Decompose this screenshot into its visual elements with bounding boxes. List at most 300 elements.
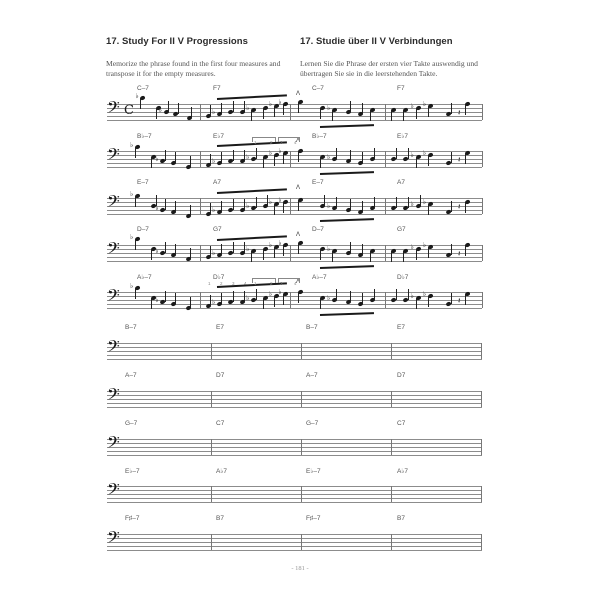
chord-symbol: G–7: [125, 420, 138, 427]
flat-icon: ♭: [135, 92, 139, 100]
note-stem: [210, 246, 211, 257]
flat-icon: ♭: [422, 198, 427, 206]
note-stem: [263, 108, 264, 119]
chord-symbol: B♭–7: [312, 133, 327, 140]
note-stem: [267, 195, 268, 206]
note-stem: [336, 148, 337, 159]
fingering-number: 3: [232, 281, 235, 286]
note-stem: [151, 249, 152, 260]
staff-line: [107, 261, 482, 262]
note-stem: [374, 289, 375, 300]
bass-clef-icon: 𝄢: [107, 285, 120, 309]
chord-symbol: B7: [216, 515, 224, 522]
note-beam: [217, 282, 287, 288]
barline: [481, 486, 482, 502]
note-stem: [350, 291, 351, 302]
fingering-number: 2: [270, 140, 273, 145]
flat-icon: ♭: [212, 298, 216, 306]
fingering-number: 4: [294, 281, 297, 286]
note-stem: [274, 106, 275, 117]
note-stem: [135, 147, 136, 158]
fingering-number: 4: [294, 140, 297, 145]
barline: [482, 151, 483, 167]
note-stem: [370, 110, 371, 121]
fingering-number: 1: [254, 140, 257, 145]
note-stem: [451, 244, 452, 255]
flat-icon: ♭: [422, 241, 427, 249]
barline: [211, 439, 212, 455]
note-beam: [217, 235, 287, 241]
flat-icon: ♭: [246, 202, 250, 210]
staff-line: [107, 498, 482, 499]
bass-clef-icon: 𝄢: [107, 432, 120, 456]
bass-clef-icon: 𝄢: [107, 191, 120, 215]
note-stem: [135, 196, 136, 207]
barline: [482, 104, 483, 120]
staff-line: [107, 343, 482, 344]
barline: [290, 198, 291, 214]
staff-line: [107, 443, 482, 444]
note-stem: [416, 249, 417, 260]
note-stem: [190, 297, 191, 308]
staff-line: [107, 391, 482, 392]
page-number: - 181 -: [291, 565, 309, 572]
barline: [200, 151, 201, 167]
note-stem: [374, 148, 375, 159]
barline: [481, 343, 482, 359]
barline: [211, 534, 212, 550]
flat-icon: ♭: [129, 141, 134, 149]
barline: [290, 245, 291, 261]
note-stem: [168, 101, 169, 112]
staff-line: [107, 359, 482, 360]
note-stem: [465, 294, 466, 305]
note-stem: [283, 153, 284, 164]
note-stem: [396, 148, 397, 159]
note-stem: [190, 156, 191, 167]
note-stem: [283, 245, 284, 256]
note-stem: [274, 155, 275, 166]
note-beam: [320, 312, 374, 316]
staff-line: [107, 403, 482, 404]
eighth-rest-icon: 𝄽: [458, 296, 461, 305]
note-stem: [465, 104, 466, 115]
staff-line: [107, 355, 482, 356]
eighth-rest-icon: 𝄽: [458, 202, 461, 211]
note-stem: [233, 101, 234, 112]
barline: [211, 391, 212, 407]
note-stem: [350, 242, 351, 253]
barline: [482, 292, 483, 308]
fingering-number: 3: [280, 281, 283, 286]
note-stem: [320, 249, 321, 260]
eighth-rest-icon: 𝄽: [458, 155, 461, 164]
flat-icon: ♭: [278, 196, 282, 204]
chord-symbol: D♭7: [213, 274, 225, 281]
note-stem: [428, 106, 429, 117]
staff-line: [107, 214, 482, 215]
staff-line: [107, 490, 482, 491]
flat-icon: ♭: [268, 198, 273, 206]
barline: [200, 245, 201, 261]
chord-symbol: A♭7: [216, 468, 228, 475]
flat-icon: ♭: [212, 108, 216, 116]
note-stem: [420, 195, 421, 206]
barline: [481, 391, 482, 407]
barline: [211, 343, 212, 359]
bass-clef-icon: 𝄢: [107, 479, 120, 503]
staff-line: [107, 486, 482, 487]
flat-icon: ♭: [410, 292, 414, 300]
note-stem: [210, 105, 211, 116]
flat-icon: ♭: [129, 282, 134, 290]
chord-symbol: D–7: [312, 226, 324, 233]
fingering-number: 3: [280, 140, 283, 145]
empty-staff: [107, 432, 482, 456]
chord-symbol: F♯–7: [125, 515, 140, 522]
chord-symbol: B–7: [125, 324, 137, 331]
chord-symbol: B♭–7: [137, 133, 152, 140]
german-description: Lernen Sie die Phrase der ersten vier Takte auswendig und übertragen Sie sie in die leerstehenden Takte.: [300, 59, 478, 78]
staff-line: [107, 542, 482, 543]
note-stem: [332, 251, 333, 262]
note-stem: [175, 293, 176, 304]
empty-staff: [107, 527, 482, 551]
note-stem: [233, 199, 234, 210]
chord-symbol: A7: [397, 179, 405, 186]
staff-line: [107, 407, 482, 408]
music-staff: [107, 279, 482, 309]
fingering-number: 1: [208, 281, 211, 286]
fingering-number: 1: [254, 281, 257, 286]
barline: [391, 343, 392, 359]
note-stem: [320, 298, 321, 309]
flat-icon: ♭: [422, 100, 427, 108]
note-beam: [217, 141, 287, 147]
note-stem: [416, 298, 417, 309]
staff-line: [107, 538, 482, 539]
music-staff: [107, 185, 482, 215]
chord-symbol: A♭–7: [312, 274, 327, 281]
staff-line: [107, 167, 482, 168]
note-stem: [244, 101, 245, 112]
barline: [385, 198, 386, 214]
flat-icon: ♭: [327, 245, 331, 253]
chord-symbol: A♭–7: [137, 274, 152, 281]
barline: [391, 534, 392, 550]
music-staff: [107, 138, 482, 168]
chord-symbol: B7: [397, 515, 405, 522]
barline: [482, 198, 483, 214]
empty-staff: [107, 336, 482, 360]
chord-symbol: A♭7: [397, 468, 409, 475]
staff-line: [107, 455, 482, 456]
note-stem: [465, 202, 466, 213]
music-staff: [107, 91, 482, 121]
flat-icon: ♭: [278, 239, 282, 247]
note-stem: [350, 150, 351, 161]
chord-symbol: D♭7: [397, 274, 409, 281]
note-stem: [251, 110, 252, 121]
note-stem: [165, 291, 166, 302]
note-stem: [156, 108, 157, 119]
note-stem: [165, 242, 166, 253]
flat-icon: ♭: [278, 98, 282, 106]
note-stem: [428, 155, 429, 166]
note-stem: [244, 291, 245, 302]
flat-icon: ♭: [410, 243, 414, 251]
flat-icon: ♭: [212, 249, 216, 257]
fingering-number: 2: [270, 281, 273, 286]
note-stem: [320, 157, 321, 168]
chord-symbol: A–7: [125, 372, 137, 379]
staff-line: [107, 451, 482, 452]
staff-line: [107, 163, 482, 164]
accent-mark: Λ: [296, 138, 301, 144]
note-stem: [428, 296, 429, 307]
chord-symbol: E–7: [312, 179, 324, 186]
note-stem: [408, 197, 409, 208]
chord-symbol: F7: [213, 85, 221, 92]
note-stem: [403, 110, 404, 121]
note-stem: [465, 245, 466, 256]
flat-icon: ♭: [422, 149, 427, 157]
flat-icon: ♭: [278, 288, 282, 296]
note-stem: [233, 150, 234, 161]
chord-symbol: F7: [397, 85, 405, 92]
note-stem: [350, 101, 351, 112]
note-stem: [274, 247, 275, 258]
note-beam: [217, 94, 287, 100]
barline: [301, 391, 302, 407]
bass-clef-icon: 𝄢: [107, 527, 120, 551]
note-stem: [283, 202, 284, 213]
flat-icon: ♭: [327, 104, 331, 112]
note-beam: [320, 265, 374, 269]
barline: [481, 534, 482, 550]
chord-symbol: C7: [397, 420, 406, 427]
note-stem: [233, 291, 234, 302]
barline: [482, 245, 483, 261]
chord-symbol: G–7: [306, 420, 319, 427]
flat-icon: ♭: [327, 153, 331, 161]
flat-icon: ♭: [212, 157, 216, 165]
eighth-rest-icon: 𝄽: [458, 249, 461, 258]
barline: [200, 198, 201, 214]
note-stem: [396, 289, 397, 300]
staff-line: [107, 502, 482, 503]
staff-line: [107, 550, 482, 551]
chord-symbol: A–7: [306, 372, 318, 379]
chord-symbol: D7: [397, 372, 406, 379]
flat-icon: ♭: [410, 200, 414, 208]
note-stem: [362, 103, 363, 114]
note-stem: [416, 108, 417, 119]
note-stem: [178, 103, 179, 114]
chord-symbol: A7: [213, 179, 221, 186]
flat-icon: ♭: [278, 147, 282, 155]
note-beam: [217, 188, 287, 194]
fingering-number: 4: [244, 281, 247, 286]
barline: [385, 104, 386, 120]
note-stem: [244, 199, 245, 210]
note-stem: [190, 205, 191, 216]
note-stem: [298, 292, 299, 303]
note-stem: [151, 298, 152, 309]
note-stem: [362, 293, 363, 304]
staff-line: [107, 534, 482, 535]
note-stem: [451, 201, 452, 212]
barline: [301, 534, 302, 550]
note-stem: [408, 289, 409, 300]
accent-mark: Λ: [296, 185, 301, 191]
note-stem: [175, 152, 176, 163]
note-stem: [428, 204, 429, 215]
barline: [290, 151, 291, 167]
staff-line: [107, 257, 482, 258]
note-stem: [135, 239, 136, 250]
note-stem: [165, 199, 166, 210]
empty-staff: [107, 479, 482, 503]
chord-symbol: F♯–7: [306, 515, 321, 522]
note-stem: [451, 293, 452, 304]
barline: [200, 292, 201, 308]
german-column: [300, 36, 500, 79]
accent-mark: Λ: [296, 232, 301, 238]
barline: [301, 486, 302, 502]
chord-symbol: E7: [216, 324, 224, 331]
staff-line: [107, 546, 482, 547]
note-stem: [416, 157, 417, 168]
flat-icon: ♭: [268, 149, 273, 157]
staff-line: [107, 120, 482, 121]
note-beam: [320, 218, 374, 222]
note-stem: [350, 199, 351, 210]
note-stem: [263, 157, 264, 168]
barline: [211, 486, 212, 502]
chord-symbol: E7: [397, 324, 405, 331]
note-stem: [408, 148, 409, 159]
staff-line: [107, 347, 482, 348]
bass-clef-icon: 𝄢: [107, 384, 120, 408]
note-stem: [263, 249, 264, 260]
note-stem: [274, 296, 275, 307]
empty-staff: [107, 384, 482, 408]
note-stem: [190, 248, 191, 259]
note-stem: [175, 201, 176, 212]
chord-symbol: E♭–7: [306, 468, 321, 475]
bass-clef-icon: 𝄢: [107, 144, 120, 168]
chord-symbol: E♭–7: [125, 468, 140, 475]
note-stem: [362, 244, 363, 255]
note-stem: [165, 150, 166, 161]
note-stem: [263, 298, 264, 309]
note-stem: [251, 251, 252, 262]
note-stem: [391, 110, 392, 121]
english-column: [106, 36, 306, 79]
flat-icon: ♭: [246, 294, 250, 302]
note-stem: [396, 197, 397, 208]
chord-symbol: G7: [213, 226, 222, 233]
barline: [391, 486, 392, 502]
staff-line: [107, 116, 482, 117]
eighth-rest-icon: 𝄽: [458, 108, 461, 117]
chord-symbol: C–7: [312, 85, 324, 92]
note-stem: [298, 102, 299, 113]
flat-icon: ♭: [155, 247, 159, 255]
flat-icon: ♭: [155, 155, 159, 163]
note-stem: [221, 293, 222, 304]
note-stem: [320, 108, 321, 119]
barline: [301, 439, 302, 455]
staff-line: [107, 447, 482, 448]
note-stem: [221, 244, 222, 255]
note-stem: [256, 289, 257, 300]
note-stem: [336, 197, 337, 208]
note-stem: [332, 110, 333, 121]
note-stem: [210, 154, 211, 165]
flat-icon: ♭: [268, 241, 273, 249]
flat-icon: ♭: [155, 204, 159, 212]
note-stem: [244, 242, 245, 253]
flat-icon: ♭: [158, 106, 163, 114]
fingering-number: 2: [220, 281, 223, 286]
note-stem: [191, 107, 192, 118]
staff-line: [107, 399, 482, 400]
chord-symbol: E♭7: [397, 133, 409, 140]
note-stem: [362, 152, 363, 163]
note-stem: [283, 294, 284, 305]
note-stem: [451, 152, 452, 163]
note-stem: [391, 251, 392, 262]
barline: [200, 104, 201, 120]
note-stem: [370, 251, 371, 262]
staff-line: [107, 308, 482, 309]
chord-symbol: G7: [397, 226, 406, 233]
bass-clef-icon: 𝄢: [107, 238, 120, 262]
accent-mark: Λ: [296, 91, 301, 97]
flat-icon: ♭: [129, 190, 134, 198]
note-stem: [451, 103, 452, 114]
note-stem: [140, 98, 141, 109]
note-stem: [336, 289, 337, 300]
staff-line: [107, 108, 482, 109]
chord-symbol: D7: [216, 372, 225, 379]
barline: [290, 292, 291, 308]
flat-icon: ♭: [327, 294, 331, 302]
staff-line: [107, 351, 482, 352]
flat-icon: ♭: [410, 151, 414, 159]
note-stem: [244, 150, 245, 161]
barline: [385, 151, 386, 167]
barline: [290, 104, 291, 120]
staff-line: [107, 395, 482, 396]
note-stem: [362, 201, 363, 212]
barline: [481, 439, 482, 455]
note-stem: [175, 244, 176, 255]
flat-icon: ♭: [246, 245, 250, 253]
note-stem: [374, 197, 375, 208]
flat-icon: ♭: [327, 202, 331, 210]
staff-line: [107, 439, 482, 440]
accent-mark: Λ: [296, 279, 301, 285]
note-stem: [135, 288, 136, 299]
note-stem: [324, 195, 325, 206]
flat-icon: ♭: [155, 296, 159, 304]
english-description: Memorize the phrase found in the first four measures and transpose it for the empty measures.: [106, 59, 281, 78]
note-stem: [465, 153, 466, 164]
german-title: 17. Studie über II V Verbindungen: [300, 36, 453, 47]
